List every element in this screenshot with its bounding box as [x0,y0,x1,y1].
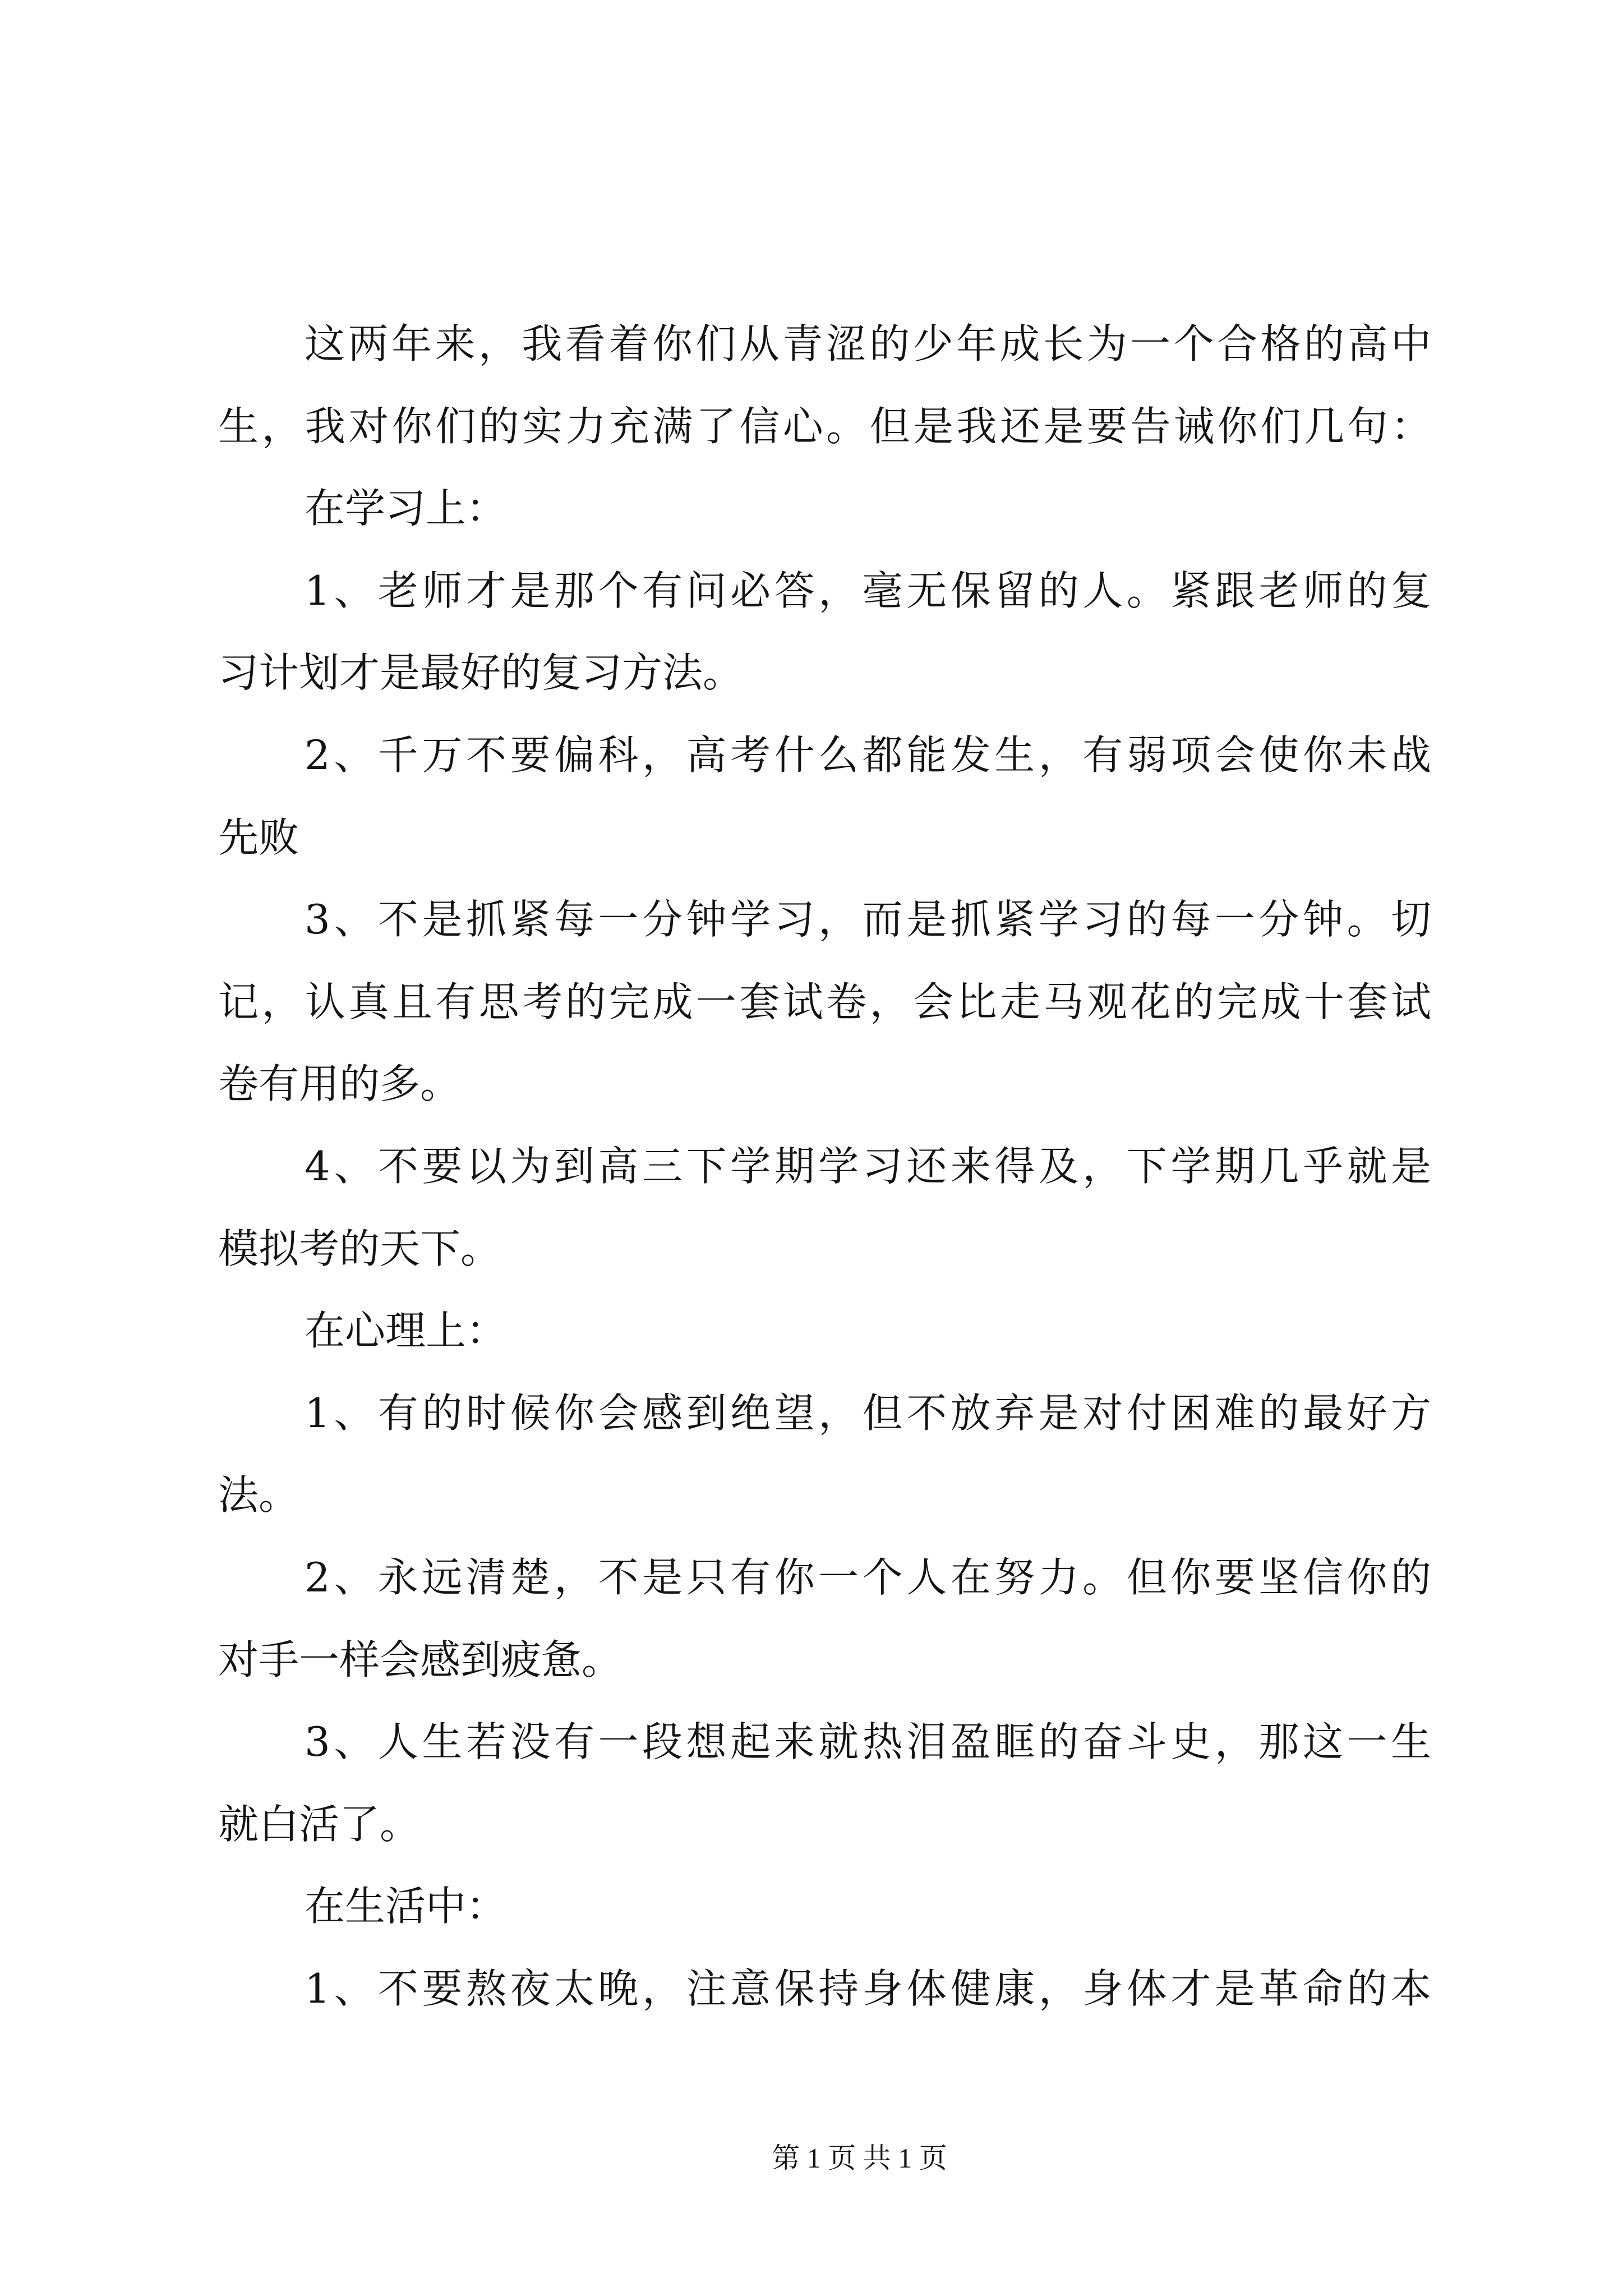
paragraph-line: 就白活了。 [218,1800,421,1848]
paragraph-line: 4、不要以为到高三下学期学习还来得及，下学期几乎就是 [305,1142,1431,1190]
paragraph-line: 3、不是抓紧每一分钟学习，而是抓紧学习的每一分钟。切 [305,896,1431,944]
section-heading-life: 在生活中： [305,1883,507,1930]
document-body [218,303,1431,2030]
paragraph-line: 对手一样会感到疲惫。 [218,1636,623,1683]
section-heading-mind: 在心理上： [305,1307,507,1355]
paragraph-line: 这两年来，我看着你们从青涩的少年成长为一个合格的高中 [305,320,1431,367]
paragraph-line: 1、不要熬夜太晚，注意保持身体健康，身体才是革命的本 [305,1964,1431,2012]
paragraph-line: 1、老师才是那个有问必答，毫无保留的人。紧跟老师的复 [305,567,1431,614]
paragraph-line: 2、千万不要偏科，高考什么都能发生，有弱项会使你未战 [305,731,1431,779]
paragraph-line: 模拟考的天下。 [218,1225,501,1272]
page-number-footer: 第 1 页 共 1 页 [772,2142,947,2174]
paragraph-line: 法。 [218,1471,299,1519]
paragraph-line: 习计划才是最好的复习方法。 [218,649,744,697]
paragraph-line: 3、人生若没有一段想起来就热泪盈眶的奋斗史，那这一生 [305,1718,1431,1766]
paragraph-line: 先败 [218,813,299,861]
paragraph-line: 1、有的时候你会感到绝望，但不放弃是对付困难的最好方 [305,1389,1431,1437]
paragraph-line: 卷有用的多。 [218,1060,461,1108]
paragraph-line: 记，认真且有思考的完成一套试卷，会比走马观花的完成十套试 [218,978,1431,1025]
paragraph-line: 生，我对你们的实力充满了信心。但是我还是要告诫你们几句： [218,402,1431,450]
paragraph-line: 2、永远清楚，不是只有你一个人在努力。但你要坚信你的 [305,1553,1431,1601]
section-heading-study: 在学习上： [305,485,507,532]
